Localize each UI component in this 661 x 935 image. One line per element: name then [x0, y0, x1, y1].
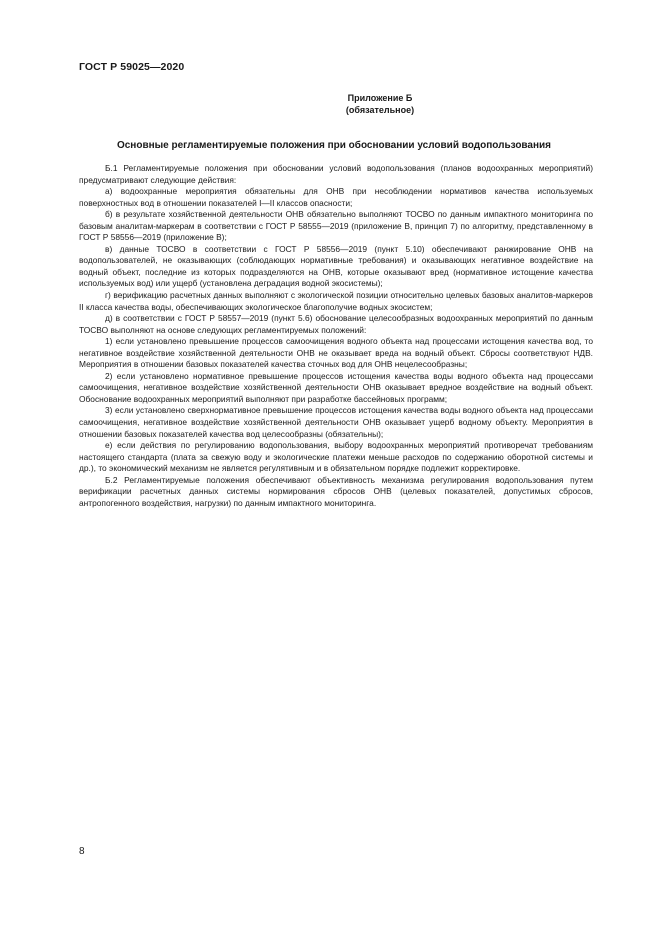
- paragraph-e: е) если действия по регулированию водопользования, выбору водоохранных мероприятий противоречат требованиям настоящего стандарта (плата за свежую воду и экологические платежи меньше расходов по содержанию оборотной системы и др.), то экономический механизм не является регулятивным и в обязательном порядке подлежит корректировке.: [79, 440, 593, 474]
- paragraph-v: в) данные ТОСВО в соответствии с ГОСТ Р 58556—2019 (пункт 5.10) обеспечивают ранжирование ОНВ на водопользователей, не оказывающих (соблюдающих нормативные требования) и оказывающих негативное воздействие на водный объект, последние из которых подразделяются на ОНВ, которые оказывают вред (нормативное истощение качества используемых вод) или ущерб (установлена деградация водной экосистемы);: [79, 243, 593, 289]
- page-number: 8: [79, 846, 85, 857]
- paragraph-b: б) в результате хозяйственной деятельности ОНВ обязательно выполняют ТОСВО по данным импактного мониторинга по базовым аналитам-маркерам в соответствии с ГОСТ Р 58555—2019 (приложение В, принцип 7) по алгоритму, представленному в ГОСТ Р 58556—2019 (приложение В);: [79, 209, 593, 243]
- document-code: ГОСТ Р 59025—2020: [79, 61, 185, 73]
- appendix-subtitle: (обязательное): [345, 105, 415, 115]
- paragraph-d1: 1) если установлено превышение процессов самоочищения водного объекта над процессами истощения качества вод, то негативное воздействие хозяйственной деятельности ОНВ не оказывает вреда на водный объект. Сбросы соответствуют НДВ. Мероприятия в отношении базовых показателей качества сточных вод для ОНВ нецелесообразны;: [79, 336, 593, 370]
- paragraph-a: а) водоохранные мероприятия обязательны для ОНВ при несоблюдении нормативов качества используемых поверхностных вод в отношении показателей I—II классов опасности;: [79, 186, 593, 208]
- section-title: Основные регламентируемые положения при обосновании условий водопользования: [116, 140, 552, 151]
- paragraph-b1: Б.1 Регламентируемые положения при обосновании условий водопользования (планов водоохранных мероприятий) предусматривают следующие действия:: [79, 163, 593, 185]
- paragraph-d: д) в соответствии с ГОСТ Р 58557—2019 (пункт 5.6) обоснование целесообразных водоохранных мероприятий по данным ТОСВО выполняют на основе следующих регламентируемых положений:: [79, 313, 593, 335]
- paragraph-b2: Б.2 Регламентируемые положения обеспечивают объективность механизма регулирования водопользования путем верификации расчетных данных системы нормирования сбросов ОНВ (целевых показателей, допустимых сбросов, антропогенного воздействия, нагрузки) по данным импактного мониторинга.: [79, 474, 593, 508]
- body-text: [79, 163, 593, 509]
- paragraph-d3: 3) если установлено сверхнормативное превышение процессов истощения качества воды водного объекта над процессами самоочищения, негативное воздействие хозяйственной деятельности ОНВ оказывает ущерб водному объекту. Мероприятия в отношении базовых показателей качества вод целесообразны (обязательны);: [79, 405, 593, 439]
- appendix-title: Приложение Б: [347, 93, 413, 103]
- paragraph-d2: 2) если установлено нормативное превышение процессов истощения качества воды водного объекта над процессами самоочищения, негативное воздействие хозяйственной деятельности ОНВ оказывает вредное воздействие на водный объект. Обоснование водоохранных мероприятий выполняют при разработке бассейновых программ;: [79, 370, 593, 404]
- paragraph-g: г) верификацию расчетных данных выполняют с экологической позиции относительно целевых базовых аналитов-маркеров II класса качества воды, обеспечивающих экологическое благополучие водных экосистем;: [79, 290, 593, 312]
